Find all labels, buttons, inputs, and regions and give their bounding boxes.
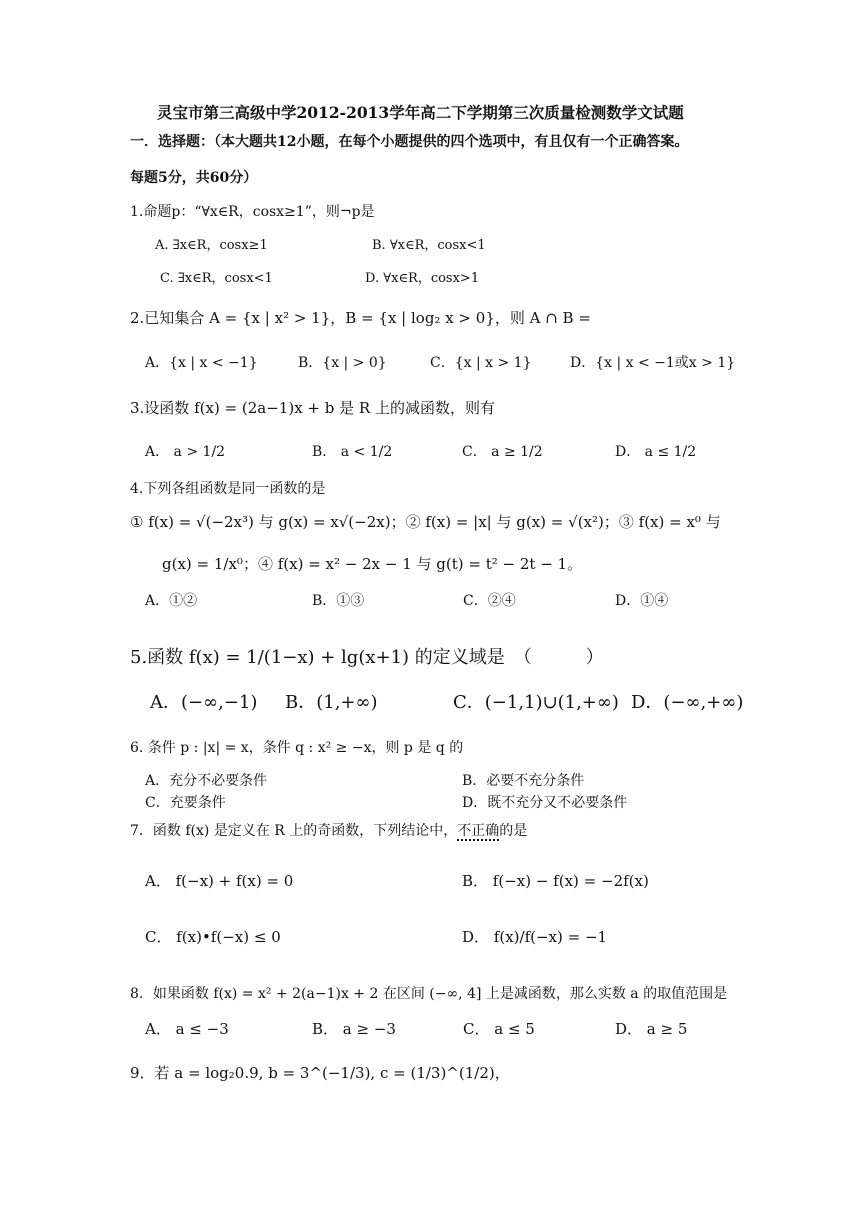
question-8-option-c: C． a ≤ 5	[463, 1020, 535, 1038]
question-1-stem: 1.命题p：“∀x∈R，cosx≥1”，则¬p是	[130, 204, 375, 220]
question-4-option-c: C．②④	[463, 593, 516, 609]
question-7-option-b: B． f(−x) − f(x) = −2f(x)	[462, 872, 649, 890]
question-2-option-d: D．{x | x < −1或x > 1}	[570, 355, 736, 371]
question-4-stem: 4.下列各组函数是同一函数的是	[130, 481, 326, 497]
page-title: 灵宝市第三高级中学2012-2013学年高二下学期第三次质量检测数学文试题	[157, 103, 684, 122]
question-7-stem-pre: 7．函数 f(x) 是定义在 R 上的奇函数，下列结论中，	[130, 823, 458, 839]
question-7-emphasis: 不正确	[457, 823, 500, 839]
question-6-option-b: B．必要不充分条件	[462, 773, 585, 789]
question-6-option-a: A．充分不必要条件	[145, 773, 268, 789]
question-5-option-d: D．(−∞,+∞)	[631, 692, 744, 713]
question-7-stem-post: 的是	[499, 823, 528, 839]
question-3-option-b: B． a < 1/2	[312, 444, 393, 460]
question-8-option-a: A． a ≤ −3	[145, 1020, 229, 1038]
question-4-option-a: A．①②	[145, 593, 198, 609]
question-7-option-c: C． f(x)•f(−x) ≤ 0	[145, 928, 281, 946]
question-6-stem: 6. 条件 p : |x| = x，条件 q : x² ≥ −x，则 p 是 q 的	[130, 740, 464, 756]
question-1-option-b: B. ∀x∈R，cosx<1	[372, 238, 486, 253]
section-heading: 一．选择题：（本大题共12小题，在每个小题提供的四个选项中，有且仅有一个正确答案。	[130, 134, 689, 150]
question-7-option-a: A． f(−x) + f(x) = 0	[145, 872, 294, 890]
question-8-stem: 8．如果函数 f(x) = x² + 2(a−1)x + 2 在区间 (−∞, 4] 上是减函数，那么实数 a 的取值范围是	[130, 986, 728, 1002]
question-4-option-b: B．①③	[312, 593, 365, 609]
question-2-stem: 2.已知集合 A = {x | x² > 1}，B = {x | log₂ x > 0}，则 A ∩ B =	[130, 309, 591, 327]
question-6-option-d: D．既不充分又不必要条件	[462, 795, 628, 811]
question-1-option-a: A. ∃x∈R，cosx≥1	[155, 238, 268, 253]
section-heading-cont: 每题5分，共60分）	[130, 170, 258, 186]
question-4-option-d: D．①④	[615, 593, 669, 609]
question-5-option-c: C．(−1,1)∪(1,+∞)	[453, 692, 619, 713]
question-3-option-a: A． a > 1/2	[145, 444, 226, 460]
question-4-line-3: g(x) = 1/x⁰；④ f(x) = x² − 2x − 1 与 g(t) = t² − 2t − 1。	[162, 555, 583, 573]
question-7-option-d: D． f(x)/f(−x) = −1	[462, 928, 608, 946]
question-1-option-d: D. ∀x∈R，cosx>1	[365, 271, 480, 286]
question-2-option-b: B．{x | > 0}	[298, 355, 387, 371]
question-5-option-b: B．(1,+∞)	[285, 692, 378, 713]
question-2-option-a: A．{x | x < −1}	[145, 355, 258, 371]
question-5-option-a: A．(−∞,−1)	[150, 692, 258, 713]
question-6-option-c: C．充要条件	[145, 795, 226, 811]
question-8-option-d: D． a ≥ 5	[615, 1020, 688, 1038]
question-5-stem: 5.函数 f(x) = 1/(1−x) + lg(x+1) 的定义域是 （ ）	[130, 647, 604, 668]
question-3-option-d: D． a ≤ 1/2	[615, 444, 697, 460]
question-7-stem	[130, 823, 527, 840]
question-1-option-c: C. ∃x∈R，cosx<1	[160, 271, 273, 286]
question-3-stem: 3.设函数 f(x) = (2a−1)x + b 是 R 上的减函数，则有	[130, 399, 495, 417]
question-8-option-b: B． a ≥ −3	[312, 1020, 396, 1038]
question-2-option-c: C．{x | x > 1}	[430, 355, 532, 371]
question-9-stem: 9．若 a = log₂0.9, b = 3^(−1/3), c = (1/3)^(1/2)，	[130, 1064, 510, 1082]
question-3-option-c: C． a ≥ 1/2	[462, 444, 543, 460]
question-4-line-2: ① f(x) = √(−2x³) 与 g(x) = x√(−2x)；② f(x) = |x| 与 g(x) = √(x²)；③ f(x) = x⁰ 与	[130, 513, 721, 531]
